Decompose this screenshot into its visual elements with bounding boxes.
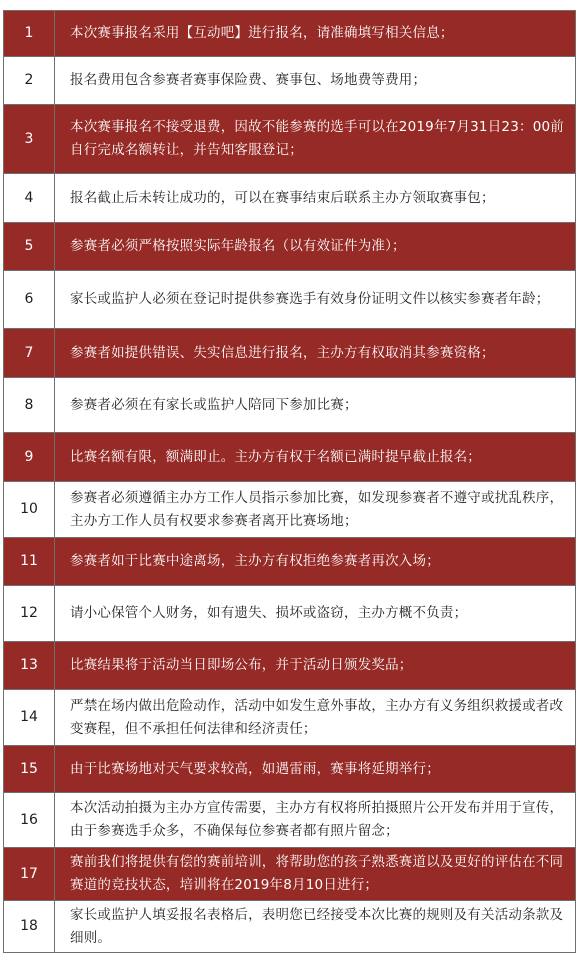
- row-text: 家长或监护人必须在登记时提供参赛选手有效身份证明文件以核实参赛者年龄；: [55, 271, 576, 329]
- row-number: 14: [4, 690, 55, 746]
- rules-table: [3, 10, 576, 953]
- table-row: [4, 793, 576, 848]
- table-row: [4, 538, 576, 586]
- table-row: [4, 11, 576, 57]
- row-number: 9: [4, 433, 55, 482]
- table-row: [4, 105, 576, 174]
- row-number: 13: [4, 642, 55, 690]
- table-row: [4, 848, 576, 901]
- table-row: [4, 901, 576, 953]
- row-number: 18: [4, 901, 55, 953]
- row-text: 赛前我们将提供有偿的赛前培训，将帮助您的孩子熟悉赛道以及更好的评估在不同赛道的竞技状态，培训将在2019年8月10日进行；: [55, 848, 576, 901]
- row-text: 本次活动拍摄为主办方宣传需要，主办方有权将所拍摄照片公开发布并用于宣传，由于参赛选手众多，不确保每位参赛者都有照片留念；: [55, 793, 576, 848]
- table-row: [4, 433, 576, 482]
- row-number: 16: [4, 793, 55, 848]
- table-row: [4, 223, 576, 271]
- row-text: 参赛者必须遵循主办方工作人员指示参加比赛，如发现参赛者不遵守或扰乱秩序，主办方工作人员有权要求参赛者离开比赛场地；: [55, 482, 576, 538]
- row-number: 3: [4, 105, 55, 174]
- row-number: 4: [4, 174, 55, 223]
- row-number: 12: [4, 586, 55, 642]
- table-row: [4, 271, 576, 329]
- row-text: 本次赛事报名采用【互动吧】进行报名，请准确填写相关信息；: [55, 11, 576, 57]
- row-text: 报名费用包含参赛者赛事保险费、赛事包、场地费等费用；: [55, 57, 576, 105]
- row-text: 严禁在场内做出危险动作，活动中如发生意外事故，主办方有义务组织救援或者改变赛程，但不承担任何法律和经济责任；: [55, 690, 576, 746]
- row-number: 8: [4, 378, 55, 433]
- table-row: [4, 586, 576, 642]
- row-text: 比赛结果将于活动当日即场公布，并于活动日颁发奖品；: [55, 642, 576, 690]
- table-row: [4, 690, 576, 746]
- row-number: 2: [4, 57, 55, 105]
- row-text: 由于比赛场地对天气要求较高，如遇雷雨，赛事将延期举行；: [55, 746, 576, 793]
- row-text: 参赛者如提供错误、失实信息进行报名，主办方有权取消其参赛资格；: [55, 329, 576, 378]
- row-number: 7: [4, 329, 55, 378]
- table-row: [4, 57, 576, 105]
- row-text: 比赛名额有限，额满即止。主办方有权于名额已满时提早截止报名；: [55, 433, 576, 482]
- row-number: 5: [4, 223, 55, 271]
- row-number: 6: [4, 271, 55, 329]
- table-row: [4, 378, 576, 433]
- row-text: 请小心保管个人财务，如有遗失、损坏或盗窃，主办方概不负责；: [55, 586, 576, 642]
- table-row: [4, 642, 576, 690]
- table-row: [4, 329, 576, 378]
- row-number: 11: [4, 538, 55, 586]
- row-text: 参赛者如于比赛中途离场，主办方有权拒绝参赛者再次入场；: [55, 538, 576, 586]
- row-text: 家长或监护人填妥报名表格后，表明您已经接受本次比赛的规则及有关活动条款及细则。: [55, 901, 576, 953]
- table-row: [4, 174, 576, 223]
- row-number: 1: [4, 11, 55, 57]
- row-text: 参赛者必须严格按照实际年龄报名（以有效证件为准）；: [55, 223, 576, 271]
- table-row: [4, 746, 576, 793]
- rules-table-body: [4, 11, 576, 953]
- row-text: 报名截止后未转让成功的，可以在赛事结束后联系主办方领取赛事包；: [55, 174, 576, 223]
- row-text: 本次赛事报名不接受退费，因故不能参赛的选手可以在2019年7月31日23：00前自行完成名额转让，并告知客服登记；: [55, 105, 576, 174]
- table-row: [4, 482, 576, 538]
- row-number: 10: [4, 482, 55, 538]
- row-number: 17: [4, 848, 55, 901]
- row-text: 参赛者必须在有家长或监护人陪同下参加比赛；: [55, 378, 576, 433]
- row-number: 15: [4, 746, 55, 793]
